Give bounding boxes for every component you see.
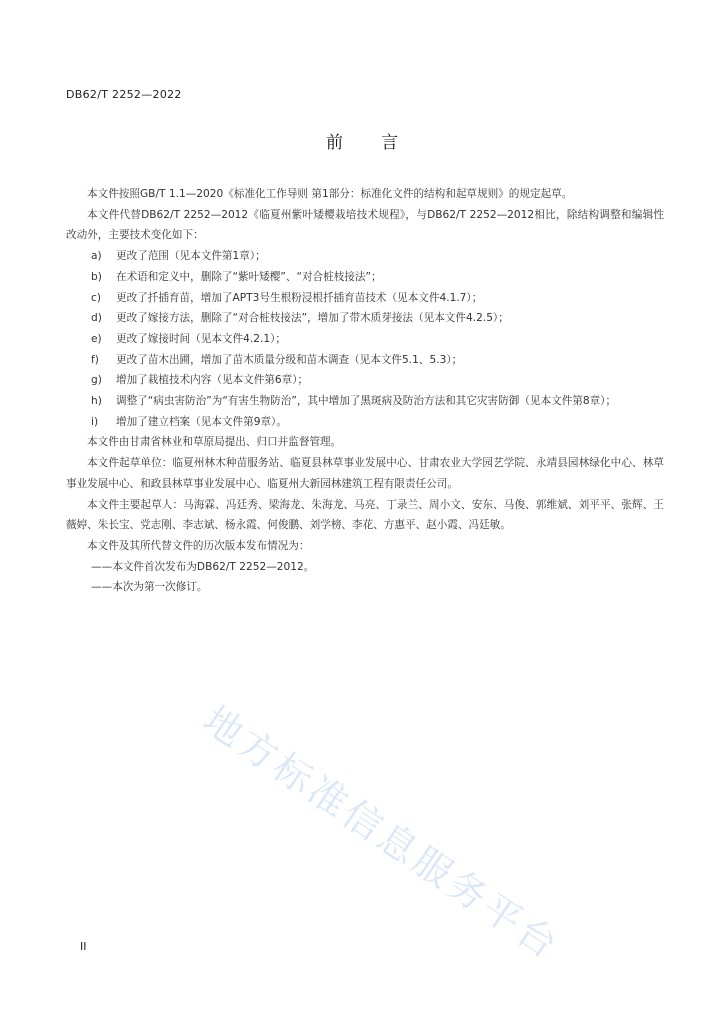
list-item	[66, 350, 664, 371]
list-item	[66, 246, 664, 267]
list-item-text: 更改了嫁接时间（见本文件4.2.1）；	[116, 332, 286, 345]
paragraph-replacement: 本文件代替DB62/T 2252—2012《临夏州紫叶矮樱栽培技术规程》，与DB62/T 2252—2012相比，除结构调整和编辑性改动外，主要技术变化如下：	[66, 208, 664, 242]
list-item-label: i)	[91, 415, 99, 428]
list-item-text: 调整了“病虫害防治”为“有害生物防治”，其中增加了黑斑病及防治方法和其它灾害防御（见本文件第8章）；	[116, 395, 617, 408]
paragraph-proposer: 本文件由甘肃省林业和草原局提出、归口并监督管理。	[87, 436, 342, 449]
paragraph-history-intro: 本文件及其所代替文件的历次版本发布情况为：	[87, 539, 310, 552]
list-item-text: 增加了栽植技术内容（见本文件第6章）；	[116, 374, 309, 387]
list-item-label: d)	[91, 312, 102, 325]
list-item-label: h)	[91, 395, 102, 408]
list-item-text: 更改了苗木出圃，增加了苗木质量分级和苗木调查（见本文件5.1、5.3）；	[116, 353, 463, 366]
paragraph-drafters: 本文件主要起草人：马海霖、冯廷秀、梁海龙、朱海龙、马亮、丁录兰、周小文、安东、马俊、郭维斌、刘平平、张辉、王薇婷、朱长宝、党志刚、李志斌、杨永霞、何俊鹏、刘学榜、李花、方惠平、赵小霞、冯廷敏。	[66, 498, 664, 532]
list-item	[66, 412, 664, 433]
watermark: 地方标准信息服务平台	[195, 697, 569, 969]
list-item-text: 更改了扦插育苗，增加了APT3号生根粉浸根扦插育苗技术（见本文件4.1.7）；	[116, 291, 483, 304]
list-item	[66, 288, 664, 309]
list-item-label: a)	[91, 250, 102, 263]
history-item: ——本次为第一次修订。	[91, 581, 208, 594]
list-item	[66, 391, 664, 412]
paragraph-basis: 本文件按照GB/T 1.1—2020《标准化工作导则 第1部分：标准化文件的结构和起草规则》的规定起草。	[87, 188, 573, 200]
document-body	[66, 184, 664, 598]
list-item-label: e)	[91, 332, 102, 345]
list-item	[66, 370, 664, 391]
list-item-text: 在术语和定义中，删除了“紫叶矮樱”、“对合桩枝接法”；	[116, 270, 382, 283]
page-number: II	[80, 940, 87, 953]
paragraph-drafting-units: 本文件起草单位：临夏州林木种苗服务站、临夏县林草事业发展中心、甘肃农业大学园艺学院、永靖县园林绿化中心、林草事业发展中心、和政县林草事业发展中心、临夏州大新园林建筑工程有限责任公司。	[66, 457, 664, 490]
list-item	[66, 267, 664, 288]
list-item-label: f)	[91, 353, 99, 366]
change-list	[66, 246, 664, 432]
page-title: 前言	[326, 133, 436, 153]
list-item-label: b)	[91, 270, 102, 283]
list-item	[66, 308, 664, 329]
list-item	[66, 329, 664, 350]
list-item-text: 更改了嫁接方法，删除了“对合桩枝接法”，增加了带木质芽接法（见本文件4.2.5）；	[116, 312, 509, 325]
standard-code: DB62/T 2252—2022	[66, 88, 182, 101]
history-item: ——本文件首次发布为DB62/T 2252—2012。	[91, 560, 315, 573]
list-item-label: c)	[91, 291, 101, 304]
list-item-text: 增加了建立档案（见本文件第9章）。	[116, 415, 287, 428]
list-item-text: 更改了范围（见本文件第1章）；	[116, 250, 266, 263]
list-item-label: g)	[91, 374, 102, 387]
